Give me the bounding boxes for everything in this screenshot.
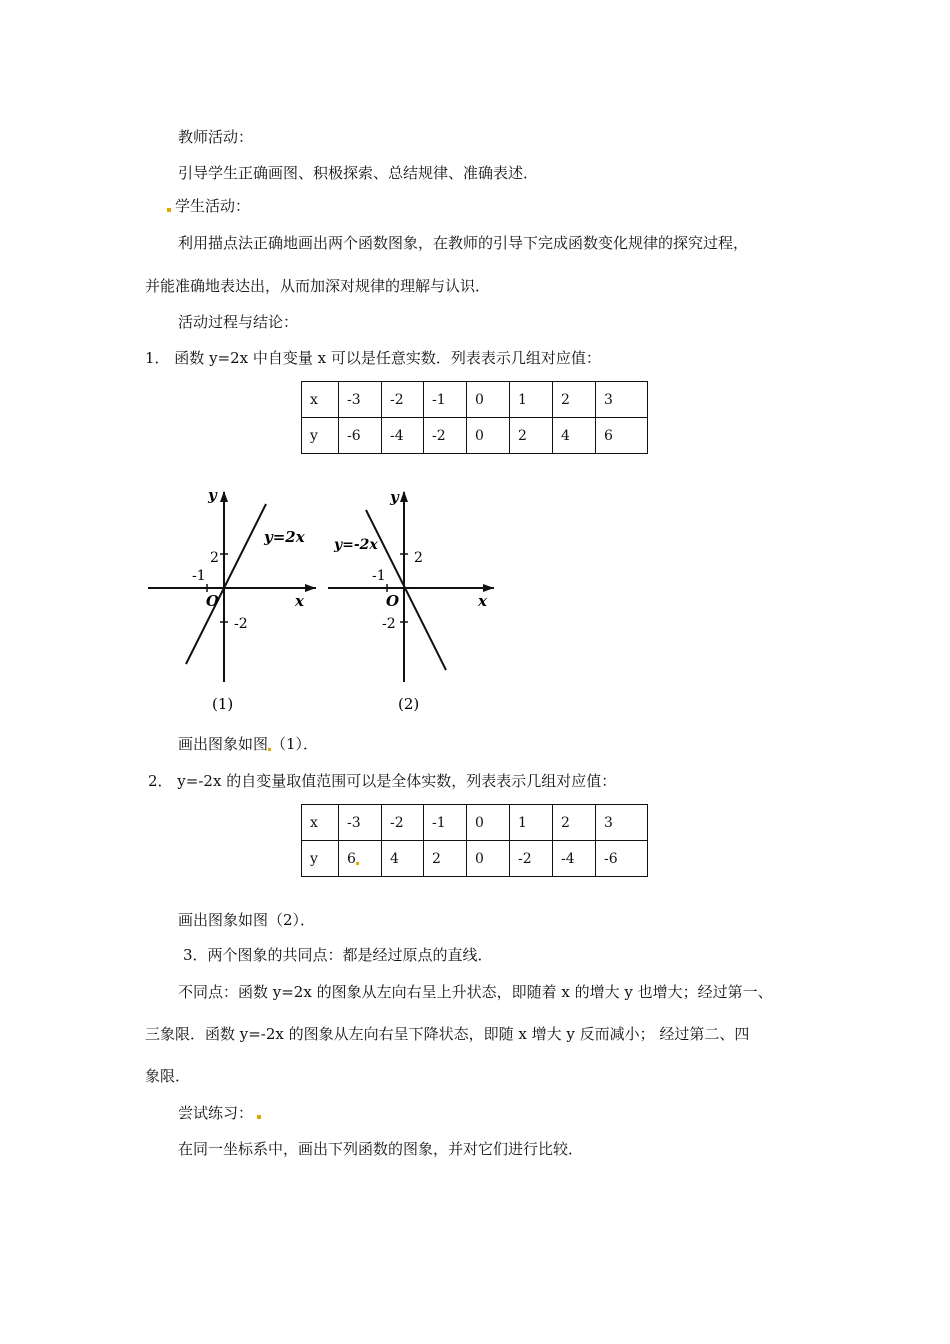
draw-1-text bbox=[178, 734, 318, 754]
difference-text-2: 三象限．函数 y=-2x 的图象从左向右呈下降状态，即随 x 增大 y 反而减小； 经过第二、四 bbox=[145, 1025, 750, 1043]
table-cell bbox=[339, 841, 382, 877]
x-axis-arrow bbox=[483, 584, 494, 592]
student-activity-line bbox=[167, 196, 250, 216]
item-3: 3．两个图象的共同点：都是经过原点的直线． bbox=[183, 946, 493, 964]
origin-label: O bbox=[206, 592, 220, 610]
table-cell: -3 bbox=[339, 805, 382, 841]
table-cell: 2 bbox=[553, 382, 596, 418]
table-cell: -2 bbox=[382, 805, 424, 841]
student-activity-text-1: 利用描点法正确地画出两个函数图象，在教师的引导下完成函数变化规律的探究过程， bbox=[178, 234, 749, 252]
equation-label: y=2x bbox=[264, 528, 305, 546]
teacher-activity-text: 引导学生正确画图、积极探索、总结规律、准确表述． bbox=[178, 164, 539, 182]
table-cell: -4 bbox=[382, 418, 424, 454]
table-cell: -6 bbox=[339, 418, 382, 454]
practice-line bbox=[178, 1103, 265, 1123]
line-y-2x bbox=[186, 504, 266, 664]
marker-dot bbox=[167, 208, 171, 212]
graph-y-2x bbox=[140, 482, 320, 717]
table-cell: 3 bbox=[596, 805, 648, 841]
table-cell: -1 bbox=[424, 382, 467, 418]
item-2: 2． y=-2x 的自变量取值范围可以是全体实数，列表表示几组对应值： bbox=[148, 772, 617, 790]
table-cell: 2 bbox=[424, 841, 467, 877]
y-axis-arrow bbox=[220, 491, 228, 502]
x-axis-arrow bbox=[305, 584, 316, 592]
table-row bbox=[302, 418, 648, 454]
table-cell: 1 bbox=[510, 805, 553, 841]
table-cell: -1 bbox=[424, 805, 467, 841]
table-cell: 0 bbox=[467, 841, 510, 877]
graph-y-neg2x bbox=[322, 482, 502, 717]
student-activity-text-2: 并能准确地表达出，从而加深对规律的理解与认识． bbox=[145, 277, 491, 295]
y-axis-label: y bbox=[390, 488, 399, 506]
x-axis-label: x bbox=[478, 592, 487, 610]
table-cell: -3 bbox=[339, 382, 382, 418]
practice-text: 在同一坐标系中，画出下列函数的图象，并对它们进行比较． bbox=[178, 1140, 584, 1158]
table-cell: 2 bbox=[510, 418, 553, 454]
figure-caption: (2) bbox=[398, 695, 420, 713]
table-cell: 4 bbox=[382, 841, 424, 877]
item-1: 1． 函数 y=2x 中自变量 x 可以是任意实数．列表表示几组对应值： bbox=[145, 349, 601, 367]
value-table-2 bbox=[301, 804, 648, 877]
neg-tick-label: -2 bbox=[234, 616, 248, 632]
teacher-activity-heading: 教师活动： bbox=[178, 128, 254, 146]
table-cell: x bbox=[302, 382, 339, 418]
x-axis-label: x bbox=[295, 592, 304, 610]
table-cell: 0 bbox=[467, 382, 510, 418]
table-row bbox=[302, 382, 648, 418]
y-tick-label: 2 bbox=[210, 550, 219, 566]
table-row bbox=[302, 841, 648, 877]
table-cell: -6 bbox=[596, 841, 648, 877]
value-table-1 bbox=[301, 381, 648, 454]
table-cell: 4 bbox=[553, 418, 596, 454]
process-heading: 活动过程与结论： bbox=[178, 313, 299, 331]
figure-caption: (1) bbox=[212, 695, 234, 713]
student-activity-heading: 学生活动： bbox=[175, 197, 251, 215]
cell-value: 6 bbox=[347, 850, 356, 867]
table-cell: x bbox=[302, 805, 339, 841]
table-cell: -2 bbox=[510, 841, 553, 877]
y-axis-label: y bbox=[208, 486, 217, 504]
draw-1-text-a: 画出图象如图 bbox=[178, 735, 269, 753]
marker-dot bbox=[356, 862, 359, 865]
table-cell: -4 bbox=[553, 841, 596, 877]
line-y-neg2x bbox=[366, 510, 446, 670]
table-cell: y bbox=[302, 841, 339, 877]
table-cell: 3 bbox=[596, 382, 648, 418]
draw-2-text: 画出图象如图（2）． bbox=[178, 911, 316, 929]
table-cell: -2 bbox=[424, 418, 467, 454]
table-cell: y bbox=[302, 418, 339, 454]
table-cell: 1 bbox=[510, 382, 553, 418]
table-row bbox=[302, 805, 648, 841]
table-cell: 0 bbox=[467, 805, 510, 841]
x-tick-label: -1 bbox=[372, 568, 386, 584]
x-tick-label: -1 bbox=[192, 568, 206, 584]
table-cell: -2 bbox=[382, 382, 424, 418]
y-axis-arrow bbox=[400, 491, 408, 502]
table-cell: 0 bbox=[467, 418, 510, 454]
marker-dot bbox=[257, 1115, 261, 1119]
origin-label: O bbox=[386, 592, 400, 610]
table-cell: 2 bbox=[553, 805, 596, 841]
y-tick-label: 2 bbox=[414, 550, 423, 566]
difference-text-1: 不同点：函数 y=2x 的图象从左向右呈上升状态，即随着 x 的增大 y 也增大；经过第一、 bbox=[178, 983, 773, 1001]
practice-heading: 尝试练习： bbox=[178, 1104, 254, 1122]
neg-tick-label: -2 bbox=[382, 616, 396, 632]
difference-text-3: 象限． bbox=[145, 1067, 191, 1085]
draw-1-text-b: （1）． bbox=[271, 735, 319, 753]
table-cell: 6 bbox=[596, 418, 648, 454]
equation-label: y=-2x bbox=[334, 537, 378, 553]
